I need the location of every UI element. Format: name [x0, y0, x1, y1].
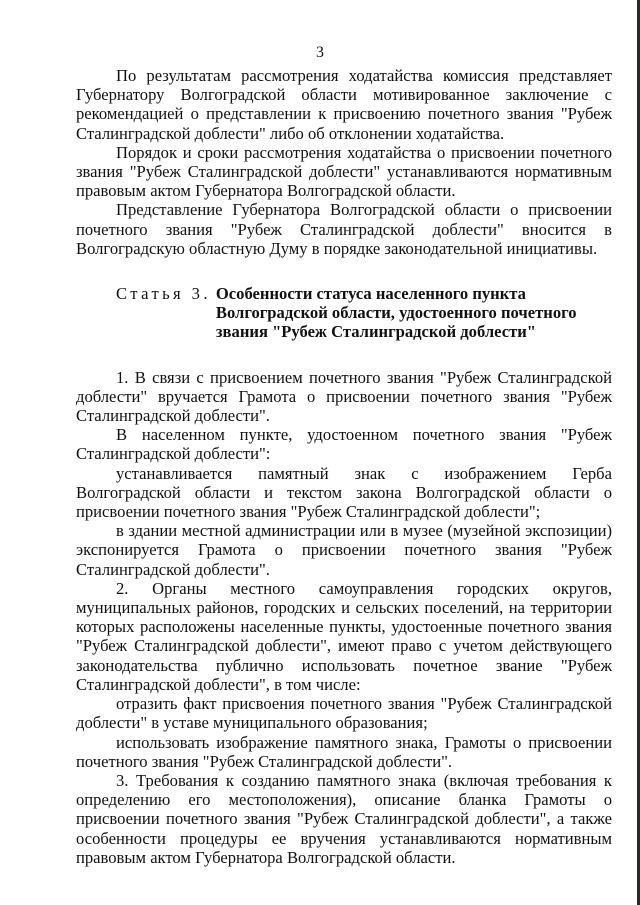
paragraph-certificate-display: в здании местной администрации или в музее (музейной экспозиции) экспонируется Грамота о присвоении почетного звания "Рубеж Сталинградской доблести".	[76, 521, 612, 579]
paragraph-commission-conclusion: По результатам рассмотрения ходатайства комиссия представляет Губернатору Волгоградской области мотивированное заключение с рекомендацией о представлении к присвоению почетного звания "Рубеж Сталинградской доблести" либо об отклонении ходатайства.	[76, 66, 612, 143]
page-number: 3	[316, 44, 324, 61]
article-heading	[76, 284, 612, 342]
paragraph-clause-3: 3. Требования к созданию памятного знака (включая требования к определению его местоположения), описание бланка Грамоты о присвоении почетного звания "Рубеж Сталинградской доблести", а также особенности процедуры ее вручения устанавливаются нормативным правовым актом Губернатора Волгоградской области.	[76, 770, 612, 867]
paragraph-governor-submission: Представление Губернатора Волгоградской области о присвоении почетного звания "Рубеж Сталинградской доблести" вносится в Волгоградскую областную Думу в порядке законодательной инициативы.	[76, 200, 612, 258]
article-title: Особенности статуса населенного пункта Волгоградской области, удостоенного почетного звания "Рубеж Сталинградской доблести"	[215, 284, 577, 342]
paragraph-use-image: использовать изображение памятного знака, Грамоты о присвоении почетного звания "Рубеж Сталинградской доблести".	[76, 732, 612, 771]
paragraph-review-procedure: Порядок и сроки рассмотрения ходатайства о присвоении почетного звания "Рубеж Сталинградской доблести" устанавливаются нормативным правовым актом Губернатора Волгоградской области.	[76, 142, 612, 201]
paragraph-clause-1: 1. В связи с присвоением почетного звания "Рубеж Сталинградской доблести" вручается Грамота о присвоении почетного звания "Рубеж Сталинградской доблести".	[76, 367, 612, 426]
article-label: Статья 3.	[116, 284, 211, 304]
paragraph-settlement-intro: В населенном пункте, удостоенном почетного звания "Рубеж Сталинградской доблести":	[76, 425, 612, 464]
paragraph-memorial-sign: устанавливается памятный знак с изображением Герба Волгоградской области и текстом закона Волгоградской области о присвоении почетного звания "Рубеж Сталинградской доблести";	[76, 463, 612, 522]
document-body	[76, 66, 612, 867]
paragraph-clause-2: 2. Органы местного самоуправления городских округов, муниципальных районов, городских и сельских поселений, на территории которых расположены населенные пункты, удостоенные почетного звания "Рубеж Сталинградской доблести", имеют право с учетом действующего законодательства публично использовать почетное звание "Рубеж Сталинградской доблести", в том числе:	[76, 578, 612, 694]
paragraph-charter: отразить факт присвоения почетного звания "Рубеж Сталинградской доблести" в уставе муниципального образования;	[76, 694, 612, 733]
